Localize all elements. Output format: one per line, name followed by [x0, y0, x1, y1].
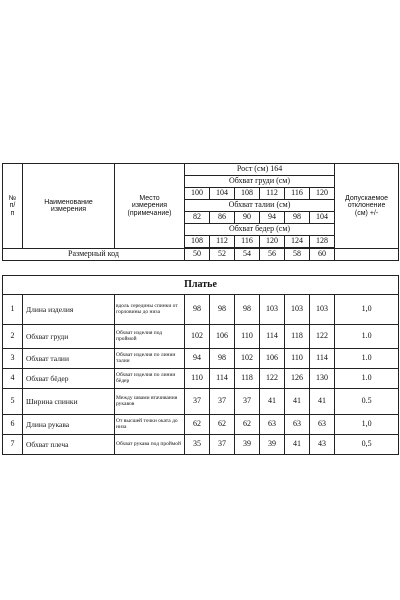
measurement-name: Обхват груди	[23, 325, 115, 349]
hips-value: 116	[235, 236, 260, 248]
measurement-value: 98	[235, 295, 260, 325]
measurement-value: 98	[210, 349, 235, 369]
measurement-value: 62	[185, 415, 210, 435]
measurement-value: 63	[285, 415, 310, 435]
measurement-value: 94	[185, 349, 210, 369]
header-place: Место измерения (примечание)	[115, 164, 185, 249]
measurement-value: 102	[235, 349, 260, 369]
measurement-value: 41	[285, 435, 310, 455]
measurement-value: 130	[310, 369, 335, 389]
tolerance-value: 0.5	[335, 389, 399, 415]
measurement-name: Ширина спинки	[23, 389, 115, 415]
header-hips: Обхват бедер (см)	[185, 224, 335, 236]
table-row	[3, 295, 399, 325]
measurement-name: Обхват талии	[23, 349, 115, 369]
measurement-name: Обхват плеча	[23, 435, 115, 455]
measurement-place: вдоль середины спинки от горловины до низа	[115, 295, 185, 325]
section-title-row	[3, 276, 399, 295]
size-code-value: 58	[285, 249, 310, 261]
measurement-value: 41	[310, 389, 335, 415]
chest-value: 108	[235, 188, 260, 200]
table-row	[3, 369, 399, 389]
measurement-value: 98	[210, 295, 235, 325]
tolerance-value: 0,5	[335, 435, 399, 455]
row-number: 6	[3, 415, 23, 435]
measurement-value: 114	[260, 325, 285, 349]
hips-value: 128	[310, 236, 335, 248]
waist-value: 98	[285, 212, 310, 224]
header-number: № п/ п	[3, 164, 23, 249]
chest-value: 100	[185, 188, 210, 200]
measurement-value: 41	[260, 389, 285, 415]
tolerance-value: 1.0	[335, 369, 399, 389]
chest-value: 104	[210, 188, 235, 200]
table-row	[3, 435, 399, 455]
row-number: 3	[3, 349, 23, 369]
waist-value: 90	[235, 212, 260, 224]
measurement-value: 98	[185, 295, 210, 325]
header-waist: Обхват талии (см)	[185, 200, 335, 212]
measurement-place: От высшей точки оката до низа	[115, 415, 185, 435]
measurement-value: 41	[285, 389, 310, 415]
measurement-value: 37	[235, 389, 260, 415]
size-chart-table	[2, 163, 399, 455]
measurement-place: Обхват изделия по линии талии	[115, 349, 185, 369]
measurement-value: 37	[210, 435, 235, 455]
tolerance-value: 1,0	[335, 295, 399, 325]
measurement-value: 62	[210, 415, 235, 435]
measurement-name: Длина рукава	[23, 415, 115, 435]
waist-value: 82	[185, 212, 210, 224]
measurement-value: 39	[260, 435, 285, 455]
measurement-place: Обхват изделия под проймой	[115, 325, 185, 349]
measurement-value: 37	[210, 389, 235, 415]
measurement-value: 63	[260, 415, 285, 435]
measurement-value: 118	[235, 369, 260, 389]
measurement-place: Между швами втачивания рукавов	[115, 389, 185, 415]
measurement-value: 126	[285, 369, 310, 389]
measurement-value: 122	[260, 369, 285, 389]
hips-value: 108	[185, 236, 210, 248]
table-row	[3, 415, 399, 435]
table-row	[3, 389, 399, 415]
measurement-value: 106	[210, 325, 235, 349]
tolerance-value: 1.0	[335, 349, 399, 369]
measurement-value: 103	[285, 295, 310, 325]
hips-value: 124	[285, 236, 310, 248]
measurement-value: 35	[185, 435, 210, 455]
tolerance-value: 1.0	[335, 325, 399, 349]
waist-value: 104	[310, 212, 335, 224]
measurement-name: Длина изделия	[23, 295, 115, 325]
row-number: 7	[3, 435, 23, 455]
size-code-value: 56	[260, 249, 285, 261]
row-number: 2	[3, 325, 23, 349]
size-code-value: 60	[310, 249, 335, 261]
measurement-value: 63	[310, 415, 335, 435]
section-title: Платье	[3, 276, 399, 295]
size-code-value: 54	[235, 249, 260, 261]
table-row	[3, 349, 399, 369]
tolerance-value: 1,0	[335, 415, 399, 435]
measurement-place: Обхват изделия по линии бёдер	[115, 369, 185, 389]
chest-value: 120	[310, 188, 335, 200]
measurement-value: 37	[185, 389, 210, 415]
measurement-value: 122	[310, 325, 335, 349]
measurement-value: 118	[285, 325, 310, 349]
size-code-row	[3, 249, 399, 261]
header-chest: Обхват груди (см)	[185, 176, 335, 188]
measurement-place: Обхват рукава под проймой	[115, 435, 185, 455]
measurement-value: 110	[185, 369, 210, 389]
header-tolerance: Допускаемое отклонение (см) +/-	[335, 164, 399, 249]
measurement-value: 110	[235, 325, 260, 349]
row-number: 1	[3, 295, 23, 325]
measurement-value: 102	[185, 325, 210, 349]
table-row	[3, 325, 399, 349]
row-number: 4	[3, 369, 23, 389]
measurement-value: 39	[235, 435, 260, 455]
chest-value: 112	[260, 188, 285, 200]
size-code-value: 50	[185, 249, 210, 261]
size-code-label: Размерный код	[3, 249, 185, 261]
header-name: Наименование измерения	[23, 164, 115, 249]
row-number: 5	[3, 389, 23, 415]
header-height: Рост (см) 164	[185, 164, 335, 176]
hips-value: 120	[260, 236, 285, 248]
measurement-value: 110	[285, 349, 310, 369]
measurement-value: 103	[260, 295, 285, 325]
size-code-value: 52	[210, 249, 235, 261]
measurement-value: 43	[310, 435, 335, 455]
measurement-value: 114	[210, 369, 235, 389]
measurement-value: 103	[310, 295, 335, 325]
waist-value: 86	[210, 212, 235, 224]
chest-value: 116	[285, 188, 310, 200]
waist-value: 94	[260, 212, 285, 224]
measurement-value: 114	[310, 349, 335, 369]
measurement-name: Обхват бёдер	[23, 369, 115, 389]
measurement-value: 62	[235, 415, 260, 435]
measurement-value: 106	[260, 349, 285, 369]
hips-value: 112	[210, 236, 235, 248]
